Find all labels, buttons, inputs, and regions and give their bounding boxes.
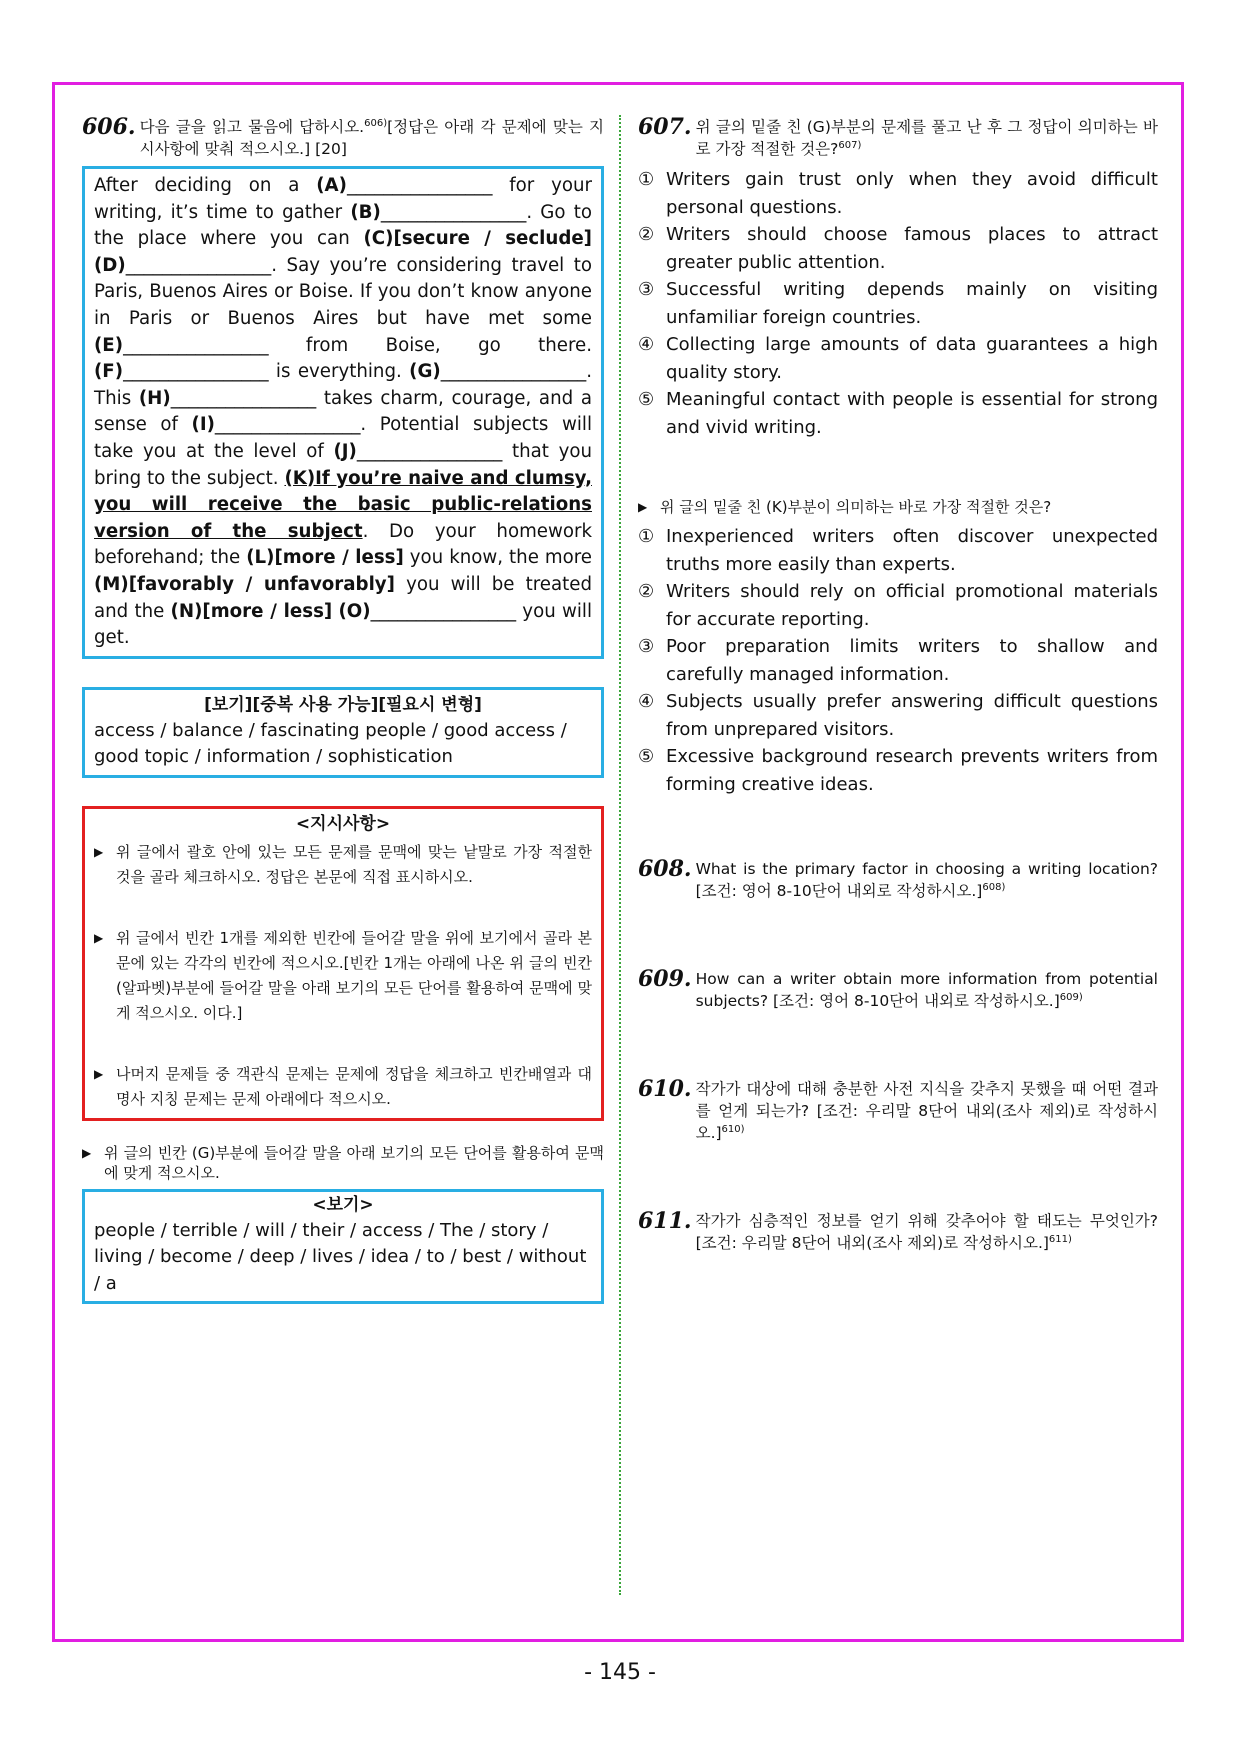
passage-text: ________________. Go to the place where you can [94,201,592,250]
blank-label: (D) [94,254,126,276]
blank-label: (O) [338,600,371,622]
instruction-item: ▶ 나머지 문제들 중 객관식 문제는 문제에 정답을 체크하고 빈칸배열과 대명사 지칭 문제는 문제 아래에다 적으시오. [94,1062,592,1112]
word-bank-box-2 [82,1189,604,1305]
underlined-phrase: (K)If you’re naive and clumsy, you will receive the basic public-relations version of the subject [94,467,592,542]
blank-label: (J) [333,440,357,462]
right-column [638,116,1158,1254]
answer-option[interactable]: ⑤ Excessive background research prevents writers from forming creative ideas. [638,746,1158,795]
question-text: 다음 글을 읽고 물음에 답하시오. [139,118,365,136]
blank-label: (H) [138,387,171,409]
instructions-box [82,806,604,1121]
answer-option[interactable]: ② Writers should choose famous places to attract greater public attention. [638,224,1158,273]
blank-label: (I) [191,414,215,436]
footnote-ref: 609) [1059,991,1083,1003]
word-bank-title: <보기> [312,1194,374,1215]
answer-option[interactable]: ④ Subjects usually prefer answering difficult questions from unprepared visitors. [638,691,1158,740]
column-divider [619,115,621,1595]
blank-label: (M)[favorably / unfavorably] [94,573,395,595]
question-number: 608. [638,856,692,882]
question-607-header [638,116,1158,160]
answer-option[interactable]: ③ Poor preparation limits writers to shallow and carefully managed information. [638,636,1158,685]
options-607 [638,166,1158,441]
answer-option[interactable]: ① Writers gain trust only when they avoid difficult personal questions. [638,169,1158,218]
passage-text: ________________. Say you’re considering travel to Paris, Buenos Aires or Boise. If you don’t know anyone in Paris or Buenos Aires but have met some [94,254,592,329]
passage-text: ________________ for your writing, it’s time to gather [94,175,592,223]
reading-passage [82,166,604,659]
blank-label: (L)[more / less] [246,547,404,569]
instructions-title: <지시사항> [295,813,391,834]
triangle-bullet-icon: ▶ [94,1066,104,1081]
triangle-bullet-icon: ▶ [82,1145,92,1160]
question-k-header: ▶ 위 글의 밑줄 친 (K)부분이 의미하는 바로 가장 적절한 것은? [638,498,1052,516]
passage-text: ________________. This [94,361,592,409]
word-bank-words: people / terrible / will / their / access / The / story / living / become / deep / lives / idea / to / best / without / a [94,1219,587,1294]
blank-label: (B) [350,201,381,223]
triangle-bullet-icon: ▶ [638,500,648,514]
question-610 [638,1078,1158,1144]
triangle-bullet-icon: ▶ [94,930,104,945]
blank-label: (N)[more / less] [170,600,333,622]
triangle-bullet-icon: ▶ [94,844,104,859]
question-number: 607. [638,114,692,140]
footnote-ref: 611) [1048,1233,1072,1245]
question-611 [638,1210,1158,1254]
blank-label: (A) [316,175,347,196]
footnote-ref: 606) [364,117,388,129]
answer-option[interactable]: ④ Collecting large amounts of data guarantees a high quality story. [638,334,1158,383]
answer-option[interactable]: ③ Successful writing depends mainly on visiting unfamiliar foreign countries. [638,279,1158,328]
page-number: - 145 - [584,1660,656,1685]
question-text: What is the primary factor in choosing a writing location? [조건: 영어 8-10단어 내외로 작성하시오.] [695,860,1158,900]
question-number: 611. [638,1208,692,1234]
passage-text: ________________ is everything. [123,361,410,383]
passage-text: ________________ that you bring to the subject. [94,440,592,489]
blank-label: (E) [94,334,124,356]
passage-text: After deciding on a [94,175,317,196]
answer-option[interactable]: ② Writers should rely on official promotional materials for accurate reporting. [638,581,1158,630]
left-column [82,116,604,1304]
instruction-item: ▶ 위 글에서 괄호 안에 있는 모든 문제를 문맥에 맞는 낱말로 가장 적절한 것을 골라 체크하시오. 정답은 본문에 직접 표시하시오. [94,840,592,890]
passage-text: . Do your homework beforehand; the [94,520,592,569]
question-instruction: [정답은 아래 각 문제에 맞는 지시사항에 맞춰 적으시오.] [20] [139,118,604,158]
blank-label: (F) [94,361,124,383]
footnote-ref: 608) [982,881,1006,893]
question-text: 작가가 심층적인 정보를 얻기 위해 갖추어야 할 태도는 무엇인가? [조건: 우리말 8단어 내외(조사 제외)로 작성하시오.] [695,1212,1158,1252]
question-text: 위 글의 밑줄 친 (G)부분의 문제를 풀고 난 후 그 정답이 의미하는 바로 가장 적절한 것은? [695,118,1158,158]
passage-text: you know, the more [403,547,592,569]
passage-text: ________________ takes charm, courage, and a sense of [94,387,592,436]
footnote-ref: 610) [721,1123,745,1135]
word-bank-words: access / balance / fascinating people / good access / good topic / information / sophistication [94,719,567,768]
blank-label: (C)[secure / seclude] [363,228,592,250]
question-606-header [82,116,604,160]
word-bank-title: [보기][중복 사용 가능][필요시 변형] [204,694,482,715]
word-bank-box [82,687,604,778]
question-text: How can a writer obtain more information from potential subjects? [조건: 영어 8-10단어 내외로 작성하시오.] [695,970,1158,1010]
options-k [638,523,1158,798]
question-text: 작가가 대상에 대해 충분한 사전 지식을 갖추지 못했을 때 어떤 결과를 얻게 되는가? [조건: 우리말 8단어 내외(조사 제외)로 작성하시오.] [695,1080,1158,1142]
question-number: 609. [638,966,692,992]
blank-label: (G) [409,361,441,383]
instruction-item: ▶ 위 글에서 빈칸 1개를 제외한 빈칸에 들어갈 말을 위에 보기에서 골라 본문에 있는 각각의 빈칸에 적으시오.[빈칸 1개는 아래에 나온 위 글의 빈칸 (알파벳)부분에 들어갈 말을 아래 보기의 모든 단어를 활용하여 문맥에 맞게 적으시오. 이다.] [94,926,592,1026]
footnote-ref: 607) [838,139,862,151]
sub-question-g: ▶ 위 글의 빈칸 (G)부분에 들어갈 말을 아래 보기의 모든 단어를 활용하여 문맥에 맞게 적으시오. [82,1143,604,1182]
passage-text: ________________ from Boise, go there. [123,334,592,356]
passage-text: ________________ you will get. [94,600,592,649]
answer-option[interactable]: ① Inexperienced writers often discover unexpected truths more easily than experts. [638,526,1158,575]
question-608 [638,858,1158,902]
passage-text: ________________. Potential subjects will take you at the level of [94,414,592,462]
question-609 [638,968,1158,1012]
question-number: 610. [638,1076,692,1102]
question-number: 606. [82,114,136,140]
passage-text: you will be treated and the [94,573,592,622]
answer-option[interactable]: ⑤ Meaningful contact with people is essential for strong and vivid writing. [638,389,1158,438]
